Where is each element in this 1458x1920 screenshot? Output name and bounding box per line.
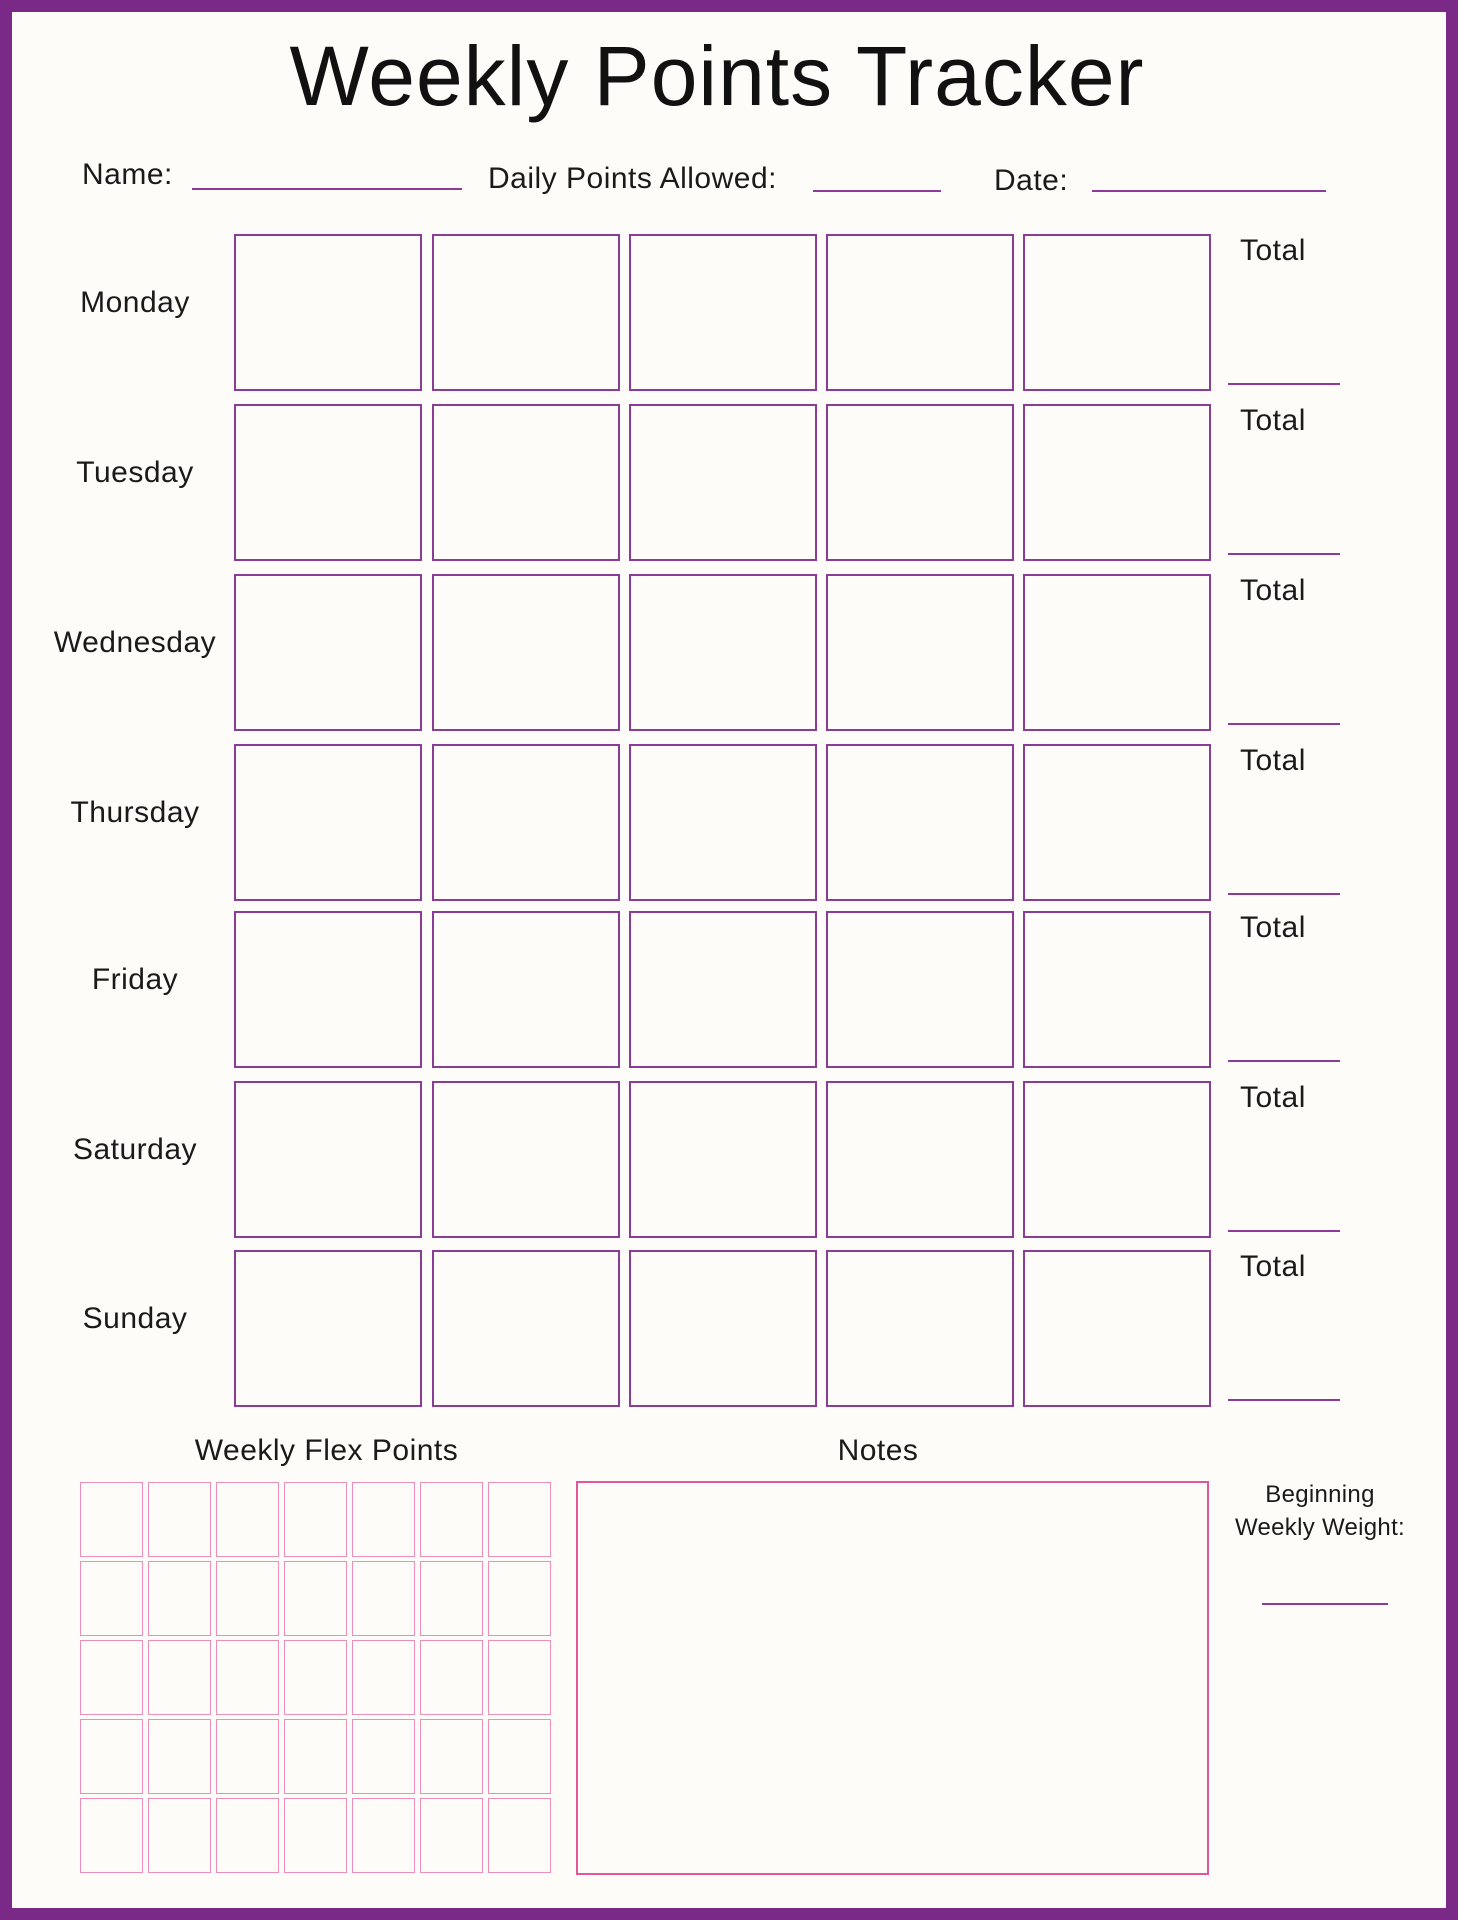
flex-point-box[interactable] [284,1482,347,1557]
name-field-line[interactable] [192,188,462,190]
total-field-line-1[interactable] [1228,553,1340,555]
day-entry-box[interactable] [1023,234,1211,391]
flex-point-box[interactable] [420,1798,483,1873]
day-entry-box[interactable] [826,911,1014,1068]
flex-point-box[interactable] [488,1561,551,1636]
day-label-3: Thursday [70,796,200,829]
flex-points-title: Weekly Flex Points [194,1434,459,1467]
flex-point-box[interactable] [284,1719,347,1794]
flex-point-box[interactable] [216,1719,279,1794]
day-entry-box[interactable] [432,1081,620,1238]
flex-point-box[interactable] [216,1640,279,1715]
flex-point-box[interactable] [216,1798,279,1873]
flex-point-box[interactable] [352,1719,415,1794]
day-label-4: Friday [91,963,179,996]
total-label-5: Total [1240,1081,1306,1114]
day-label-1: Tuesday [76,456,194,489]
day-entry-box[interactable] [432,404,620,561]
day-entry-box[interactable] [234,234,422,391]
day-entry-box[interactable] [629,1250,817,1407]
flex-point-box[interactable] [488,1719,551,1794]
flex-point-box[interactable] [420,1719,483,1794]
total-field-line-0[interactable] [1228,383,1340,385]
day-entry-box[interactable] [432,574,620,731]
day-entry-box[interactable] [234,1081,422,1238]
day-entry-box[interactable] [1023,574,1211,731]
total-label-6: Total [1240,1250,1306,1283]
day-entry-box[interactable] [432,1250,620,1407]
flex-point-box[interactable] [488,1482,551,1557]
total-field-line-3[interactable] [1228,893,1340,895]
total-label-4: Total [1240,911,1306,944]
day-entry-box[interactable] [629,404,817,561]
day-entry-box[interactable] [826,404,1014,561]
day-entry-box[interactable] [432,911,620,1068]
day-entry-box[interactable] [234,744,422,901]
day-entry-box[interactable] [1023,911,1211,1068]
day-label-6: Sunday [82,1302,188,1335]
total-label-3: Total [1240,744,1306,777]
flex-point-box[interactable] [284,1798,347,1873]
flex-point-box[interactable] [488,1640,551,1715]
flex-point-box[interactable] [148,1640,211,1715]
total-field-line-6[interactable] [1228,1399,1340,1401]
notes-title: Notes [837,1434,919,1467]
flex-point-box[interactable] [284,1640,347,1715]
flex-point-box[interactable] [148,1798,211,1873]
flex-point-box[interactable] [352,1640,415,1715]
day-entry-box[interactable] [234,574,422,731]
flex-point-box[interactable] [420,1482,483,1557]
flex-point-box[interactable] [80,1640,143,1715]
day-entry-box[interactable] [629,574,817,731]
flex-point-box[interactable] [352,1798,415,1873]
flex-point-box[interactable] [284,1561,347,1636]
date-field-line[interactable] [1092,190,1326,192]
total-field-line-4[interactable] [1228,1060,1340,1062]
flex-point-box[interactable] [148,1719,211,1794]
name-label: Name: [82,158,173,191]
day-entry-box[interactable] [629,744,817,901]
notes-box[interactable] [576,1481,1209,1875]
flex-point-box[interactable] [80,1798,143,1873]
day-entry-box[interactable] [629,911,817,1068]
flex-point-box[interactable] [420,1640,483,1715]
total-field-line-2[interactable] [1228,723,1340,725]
page-title: Weekly Points Tracker [289,29,1145,123]
flex-point-box[interactable] [216,1561,279,1636]
day-entry-box[interactable] [234,404,422,561]
day-entry-box[interactable] [1023,1081,1211,1238]
day-label-0: Monday [80,286,190,319]
day-entry-box[interactable] [826,1081,1014,1238]
day-entry-box[interactable] [826,574,1014,731]
flex-point-box[interactable] [216,1482,279,1557]
daily-points-label: Daily Points Allowed: [488,162,777,195]
day-label-5: Saturday [72,1133,198,1166]
day-entry-box[interactable] [1023,744,1211,901]
daily-points-field-line[interactable] [813,190,941,192]
day-entry-box[interactable] [629,234,817,391]
day-entry-box[interactable] [234,911,422,1068]
day-entry-box[interactable] [432,234,620,391]
day-entry-box[interactable] [1023,1250,1211,1407]
flex-point-box[interactable] [352,1482,415,1557]
day-entry-box[interactable] [432,744,620,901]
flex-point-box[interactable] [80,1482,143,1557]
flex-point-box[interactable] [80,1561,143,1636]
total-label-2: Total [1240,574,1306,607]
day-label-2: Wednesday [53,626,217,659]
day-entry-box[interactable] [826,234,1014,391]
total-label-0: Total [1240,234,1306,267]
day-entry-box[interactable] [826,1250,1014,1407]
day-entry-box[interactable] [826,744,1014,901]
day-entry-box[interactable] [1023,404,1211,561]
day-entry-box[interactable] [234,1250,422,1407]
flex-point-box[interactable] [148,1482,211,1557]
total-field-line-5[interactable] [1228,1230,1340,1232]
total-label-1: Total [1240,404,1306,437]
flex-point-box[interactable] [352,1561,415,1636]
beginning-weight-label-line2: Weekly Weight: [1234,1514,1406,1541]
beginning-weight-field-line[interactable] [1262,1603,1388,1605]
date-label: Date: [994,164,1069,197]
flex-point-box[interactable] [420,1561,483,1636]
flex-point-box[interactable] [488,1798,551,1873]
flex-point-box[interactable] [148,1561,211,1636]
beginning-weight-label-line1: Beginning [1265,1481,1375,1508]
day-entry-box[interactable] [629,1081,817,1238]
flex-point-box[interactable] [80,1719,143,1794]
